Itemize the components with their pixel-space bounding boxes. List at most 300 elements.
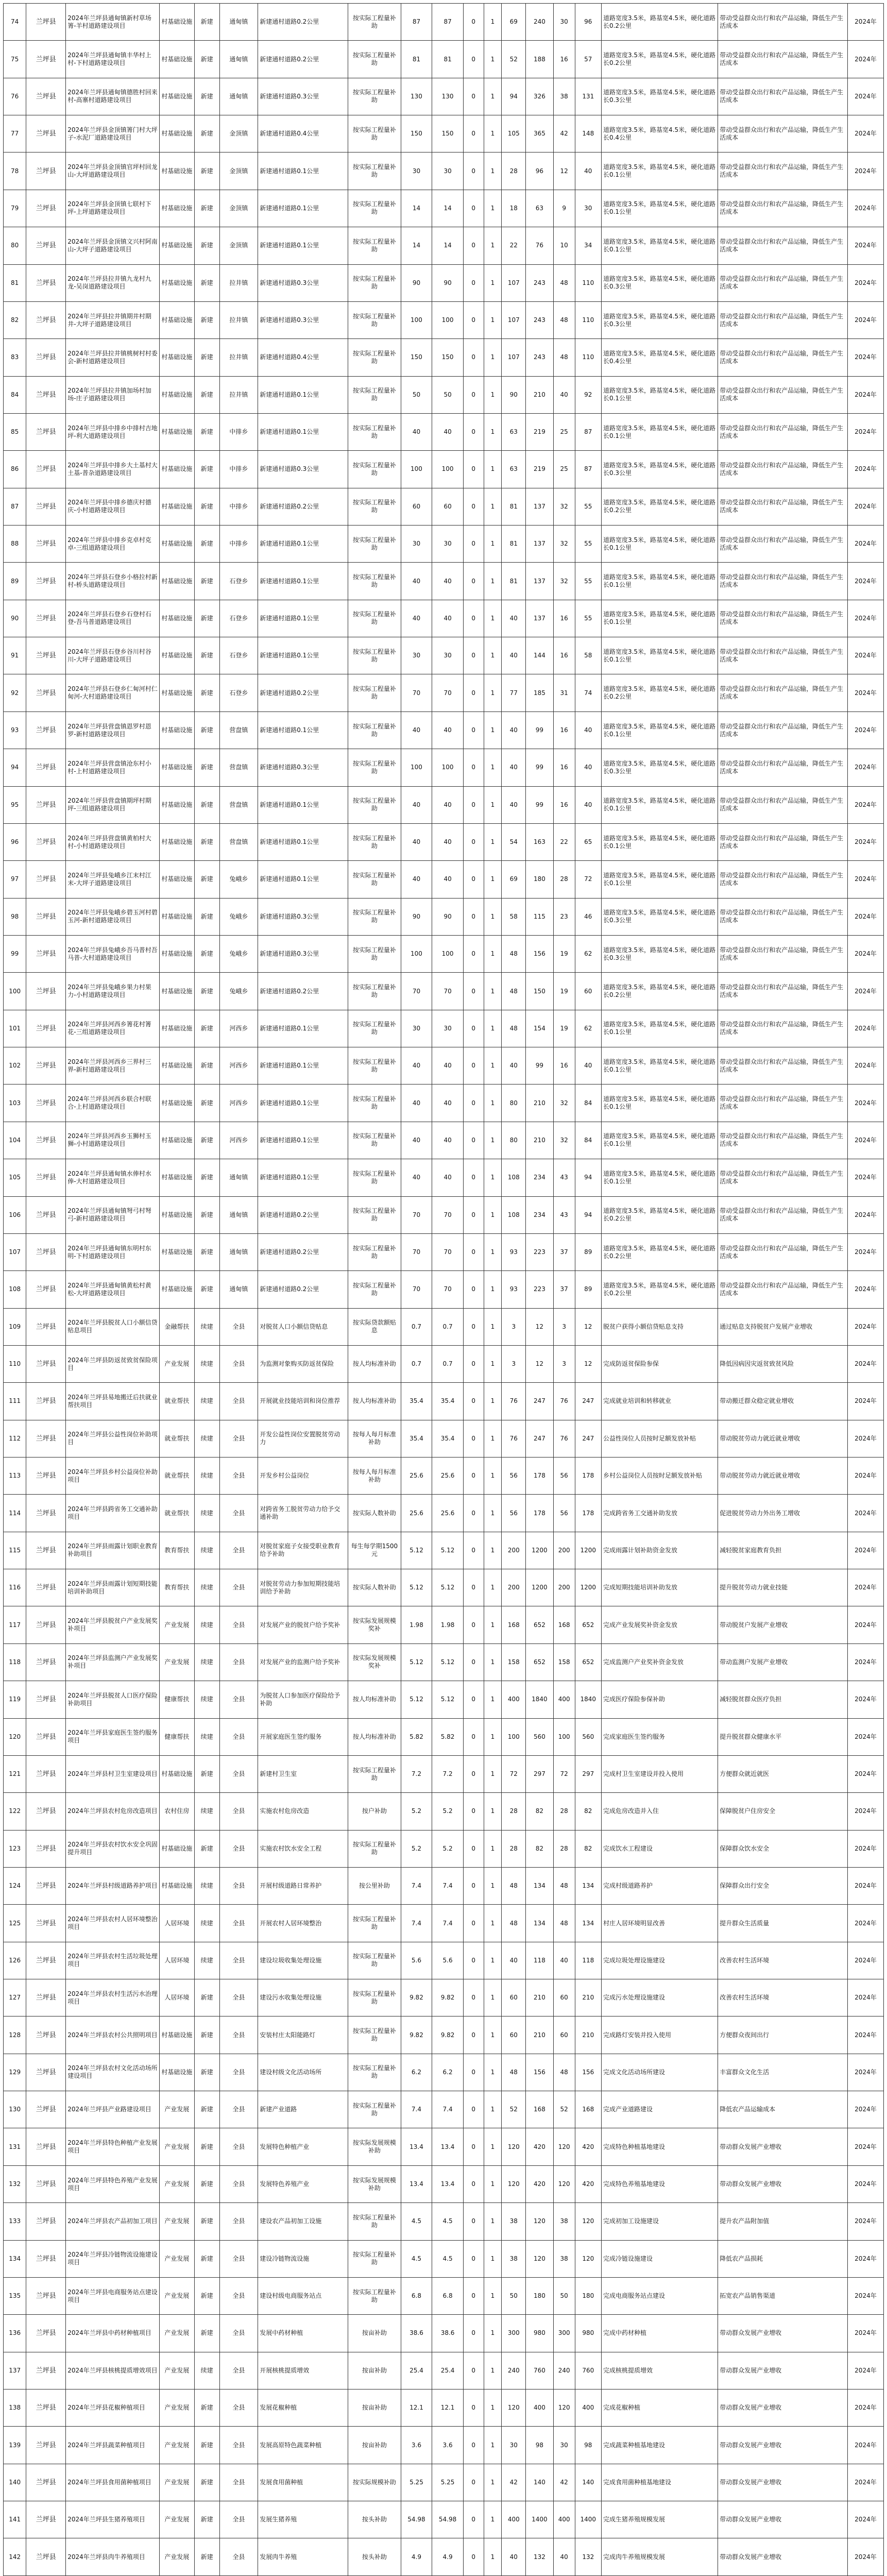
benefit-population-cell: 120 [526, 2240, 554, 2277]
construction-task-cell: 开展家庭医生签约服务 [258, 1718, 348, 1755]
subsidy-standard-cell: 按实际规模补助 [348, 2464, 401, 2501]
row-number-cell: 83 [4, 339, 26, 376]
county-cell: 兰坪县 [26, 2277, 66, 2314]
other-fund-cell: 0 [463, 78, 484, 115]
year-cell: 2024年 [847, 2427, 883, 2464]
project-type-cell: 村基础设施 [160, 451, 195, 488]
performance-goal-cell: 道路宽度3.5米，路基宽4.5米，硬化道路长0.2公里 [601, 488, 718, 525]
row-number-cell: 107 [4, 1233, 26, 1270]
table-row [4, 78, 884, 115]
fiscal-fund-cell: 30 [432, 637, 464, 674]
subsidy-standard-cell: 按实际工程量补助 [348, 376, 401, 413]
county-cell: 兰坪县 [26, 190, 66, 227]
subsidy-standard-cell: 按亩补助 [348, 2427, 401, 2464]
subsidy-standard-cell: 按实际工程量补助 [348, 749, 401, 786]
project-name-cell: 2024年兰坪县石登乡石登村石登-吾马普道路建设项目 [66, 600, 160, 637]
other-fund-cell: 0 [463, 935, 484, 972]
county-cell: 兰坪县 [26, 2091, 66, 2128]
benefit-villages-cell: 1 [484, 115, 502, 152]
benefit-households-cell: 38 [502, 2203, 526, 2240]
row-number-cell: 86 [4, 451, 26, 488]
location-cell: 金顶镇 [219, 115, 258, 152]
poverty-households-cell: 76 [553, 1420, 575, 1457]
fund-scale-cell: 7.2 [401, 1755, 432, 1792]
subsidy-standard-cell: 按实际工程量补助 [348, 4, 401, 41]
benefit-households-cell: 200 [502, 1569, 526, 1606]
subsidy-standard-cell: 按实际工程量补助 [348, 1942, 401, 1979]
construction-task-cell: 新建通村道路0.3公里 [258, 301, 348, 338]
year-cell: 2024年 [847, 935, 883, 972]
construction-nature-cell: 续建 [194, 1532, 219, 1569]
year-cell: 2024年 [847, 2464, 883, 2501]
farmer-link-mechanism-cell: 方便群众就近就医 [718, 1755, 848, 1792]
poverty-population-cell: 12 [575, 1345, 601, 1382]
location-cell: 全县 [219, 1681, 258, 1718]
other-fund-cell: 0 [463, 1122, 484, 1159]
benefit-households-cell: 400 [502, 1681, 526, 1718]
benefit-villages-cell: 1 [484, 2091, 502, 2128]
year-cell: 2024年 [847, 2277, 883, 2314]
poverty-population-cell: 420 [575, 2165, 601, 2202]
subsidy-standard-cell: 按头补助 [348, 2538, 401, 2575]
table-row [4, 1755, 884, 1792]
subsidy-standard-cell: 按实际工程量补助 [348, 1122, 401, 1159]
subsidy-standard-cell: 按人均标准补助 [348, 1383, 401, 1420]
farmer-link-mechanism-cell: 改善农村生活环境 [718, 1942, 848, 1979]
construction-task-cell: 新建通村道路0.2公里 [258, 41, 348, 78]
table-row [4, 1569, 884, 1606]
construction-nature-cell: 新建 [194, 190, 219, 227]
location-cell: 金顶镇 [219, 227, 258, 264]
county-cell: 兰坪县 [26, 1383, 66, 1420]
subsidy-standard-cell: 按实际工程量补助 [348, 1271, 401, 1308]
fiscal-fund-cell: 87 [432, 4, 464, 41]
table-row [4, 1271, 884, 1308]
construction-task-cell: 新建通村道路0.3公里 [258, 935, 348, 972]
fund-scale-cell: 81 [401, 41, 432, 78]
subsidy-standard-cell: 按实际贷款额贴息 [348, 1308, 401, 1345]
construction-nature-cell: 续建 [194, 1495, 219, 1532]
fund-scale-cell: 30 [401, 637, 432, 674]
project-type-cell: 人居环境 [160, 1942, 195, 1979]
other-fund-cell: 0 [463, 1718, 484, 1755]
construction-nature-cell: 新建 [194, 2128, 219, 2165]
table-row [4, 1979, 884, 2016]
construction-nature-cell: 续建 [194, 1569, 219, 1606]
benefit-households-cell: 76 [502, 1383, 526, 1420]
poverty-population-cell: 180 [575, 2277, 601, 2314]
construction-task-cell: 发展生猪养殖 [258, 2501, 348, 2538]
fiscal-fund-cell: 5.2 [432, 1793, 464, 1830]
location-cell: 全县 [219, 1718, 258, 1755]
year-cell: 2024年 [847, 1606, 883, 1643]
project-type-cell: 产业发展 [160, 2352, 195, 2389]
construction-task-cell: 实施农村危房改造 [258, 1793, 348, 1830]
benefit-villages-cell: 1 [484, 2389, 502, 2427]
table-row [4, 1010, 884, 1047]
benefit-population-cell: 210 [526, 1122, 554, 1159]
performance-goal-cell: 完成雨露计划补助资金发放 [601, 1532, 718, 1569]
benefit-population-cell: 652 [526, 1643, 554, 1681]
year-cell: 2024年 [847, 2054, 883, 2091]
project-name-cell: 2024年兰坪县兔峨乡碧玉河村碧玉河-新村道路建设项目 [66, 898, 160, 935]
farmer-link-mechanism-cell: 提升脱贫群众健康水平 [718, 1718, 848, 1755]
location-cell: 中排乡 [219, 413, 258, 450]
benefit-villages-cell: 1 [484, 1905, 502, 1942]
construction-task-cell: 新建产业道路 [258, 2091, 348, 2128]
benefit-villages-cell: 1 [484, 1345, 502, 1382]
project-name-cell: 2024年兰坪县通甸镇东明村东明-下村道路建设项目 [66, 1233, 160, 1270]
poverty-households-cell: 56 [553, 1495, 575, 1532]
table-row [4, 1606, 884, 1643]
poverty-population-cell: 65 [575, 823, 601, 860]
construction-task-cell: 安装村庄太阳能路灯 [258, 2016, 348, 2054]
project-type-cell: 村基础设施 [160, 227, 195, 264]
performance-goal-cell: 村庄人居环境明显改善 [601, 1905, 718, 1942]
benefit-villages-cell: 1 [484, 1420, 502, 1457]
poverty-population-cell: 84 [575, 1084, 601, 1122]
year-cell: 2024年 [847, 1718, 883, 1755]
farmer-link-mechanism-cell: 促进脱贫劳动力外出务工增收 [718, 1495, 848, 1532]
performance-goal-cell: 道路宽度3.5米，路基宽4.5米，硬化道路长0.1公里 [601, 190, 718, 227]
subsidy-standard-cell: 按实际工程量补助 [348, 190, 401, 227]
row-number-cell: 122 [4, 1793, 26, 1830]
table-row [4, 1793, 884, 1830]
other-fund-cell: 0 [463, 115, 484, 152]
benefit-villages-cell: 1 [484, 674, 502, 711]
benefit-households-cell: 81 [502, 563, 526, 600]
other-fund-cell: 0 [463, 1233, 484, 1270]
year-cell: 2024年 [847, 1755, 883, 1792]
project-name-cell: 2024年兰坪县通甸镇黄松村黄松-大坪道路建设项目 [66, 1271, 160, 1308]
benefit-population-cell: 134 [526, 1905, 554, 1942]
farmer-link-mechanism-cell: 带动受益群众出行和农产品运输，降低生产生活成本 [718, 674, 848, 711]
benefit-villages-cell: 1 [484, 973, 502, 1010]
fund-scale-cell: 40 [401, 563, 432, 600]
performance-goal-cell: 完成初加工设施建设 [601, 2203, 718, 2240]
fund-scale-cell: 40 [401, 711, 432, 749]
fund-scale-cell: 25.4 [401, 2352, 432, 2389]
project-type-cell: 村基础设施 [160, 264, 195, 301]
farmer-link-mechanism-cell: 带动群众发展产业增收 [718, 2128, 848, 2165]
project-name-cell: 2024年兰坪县特色养殖产业发展项目 [66, 2165, 160, 2202]
year-cell: 2024年 [847, 1233, 883, 1270]
construction-task-cell: 新建通村道路0.1公里 [258, 1084, 348, 1122]
benefit-households-cell: 108 [502, 1159, 526, 1196]
location-cell: 全县 [219, 1495, 258, 1532]
benefit-population-cell: 118 [526, 1942, 554, 1979]
project-name-cell: 2024年兰坪县农村饮水安全巩固提升项目 [66, 1830, 160, 1867]
location-cell: 全县 [219, 1532, 258, 1569]
benefit-households-cell: 120 [502, 2389, 526, 2427]
project-name-cell: 2024年兰坪县金顶镇七联村下坪-上坪道路建设项目 [66, 190, 160, 227]
table-row [4, 563, 884, 600]
poverty-households-cell: 28 [553, 1793, 575, 1830]
fiscal-fund-cell: 14 [432, 190, 464, 227]
poverty-population-cell: 178 [575, 1495, 601, 1532]
fund-scale-cell: 40 [401, 600, 432, 637]
benefit-households-cell: 120 [502, 2128, 526, 2165]
performance-goal-cell: 道路宽度3.5米，路基宽4.5米，硬化道路长0.1公里 [601, 376, 718, 413]
performance-goal-cell: 道路宽度3.5米，路基宽4.5米，硬化道路长0.3公里 [601, 301, 718, 338]
benefit-households-cell: 48 [502, 2054, 526, 2091]
poverty-population-cell: 96 [575, 4, 601, 41]
construction-nature-cell: 续建 [194, 1793, 219, 1830]
construction-task-cell: 新建通村道路0.1公里 [258, 786, 348, 823]
poverty-population-cell: 82 [575, 1830, 601, 1867]
other-fund-cell: 0 [463, 1755, 484, 1792]
poverty-households-cell: 43 [553, 1196, 575, 1233]
poverty-population-cell: 110 [575, 339, 601, 376]
project-type-cell: 产业发展 [160, 1643, 195, 1681]
fund-scale-cell: 40 [401, 413, 432, 450]
benefit-population-cell: 99 [526, 1047, 554, 1084]
row-number-cell: 134 [4, 2240, 26, 2277]
benefit-population-cell: 247 [526, 1383, 554, 1420]
poverty-households-cell: 48 [553, 264, 575, 301]
fiscal-fund-cell: 9.82 [432, 2016, 464, 2054]
project-type-cell: 村基础设施 [160, 301, 195, 338]
poverty-population-cell: 420 [575, 2128, 601, 2165]
project-name-cell: 2024年兰坪县中排乡中排村吉地坪-利大道路建设项目 [66, 413, 160, 450]
poverty-population-cell: 58 [575, 637, 601, 674]
construction-nature-cell: 新建 [194, 4, 219, 41]
project-name-cell: 2024年兰坪县兔峨乡吾马普村吾马普-大村道路建设项目 [66, 935, 160, 972]
row-number-cell: 94 [4, 749, 26, 786]
construction-task-cell: 新建通村道路0.1公里 [258, 1159, 348, 1196]
benefit-households-cell: 300 [502, 2315, 526, 2352]
project-name-cell: 2024年兰坪县营盘镇沧东村小村-上村道路建设项目 [66, 749, 160, 786]
county-cell: 兰坪县 [26, 1681, 66, 1718]
year-cell: 2024年 [847, 451, 883, 488]
benefit-population-cell: 12 [526, 1345, 554, 1382]
county-cell: 兰坪县 [26, 1793, 66, 1830]
benefit-villages-cell: 1 [484, 1718, 502, 1755]
location-cell: 石登乡 [219, 674, 258, 711]
subsidy-standard-cell: 按实际工程量补助 [348, 1979, 401, 2016]
poverty-population-cell: 168 [575, 2091, 601, 2128]
year-cell: 2024年 [847, 1383, 883, 1420]
year-cell: 2024年 [847, 2091, 883, 2128]
poverty-households-cell: 158 [553, 1643, 575, 1681]
other-fund-cell: 0 [463, 451, 484, 488]
row-number-cell: 81 [4, 264, 26, 301]
farmer-link-mechanism-cell: 带动受益群众出行和农产品运输，降低生产生活成本 [718, 451, 848, 488]
fiscal-fund-cell: 9.82 [432, 1979, 464, 2016]
farmer-link-mechanism-cell: 带动受益群众出行和农产品运输，降低生产生活成本 [718, 1084, 848, 1122]
performance-goal-cell: 完成花椒种植 [601, 2389, 718, 2427]
poverty-households-cell: 25 [553, 451, 575, 488]
other-fund-cell: 0 [463, 1271, 484, 1308]
location-cell: 通甸镇 [219, 1271, 258, 1308]
benefit-population-cell: 219 [526, 451, 554, 488]
poverty-households-cell: 400 [553, 1681, 575, 1718]
fund-scale-cell: 4.9 [401, 2538, 432, 2575]
other-fund-cell: 0 [463, 1047, 484, 1084]
performance-goal-cell: 完成生猪养殖规模发展 [601, 2501, 718, 2538]
benefit-villages-cell: 1 [484, 2464, 502, 2501]
fiscal-fund-cell: 5.12 [432, 1569, 464, 1606]
other-fund-cell: 0 [463, 413, 484, 450]
project-name-cell: 2024年兰坪县冷链物流设施建设项目 [66, 2240, 160, 2277]
benefit-households-cell: 120 [502, 2165, 526, 2202]
benefit-villages-cell: 1 [484, 526, 502, 563]
farmer-link-mechanism-cell: 保障群众出行安全 [718, 1867, 848, 1904]
fund-scale-cell: 4.5 [401, 2203, 432, 2240]
fiscal-fund-cell: 60 [432, 488, 464, 525]
benefit-households-cell: 28 [502, 152, 526, 190]
benefit-households-cell: 54 [502, 823, 526, 860]
poverty-households-cell: 56 [553, 1458, 575, 1495]
year-cell: 2024年 [847, 301, 883, 338]
location-cell: 全县 [219, 2501, 258, 2538]
location-cell: 中排乡 [219, 488, 258, 525]
row-number-cell: 88 [4, 526, 26, 563]
poverty-households-cell: 16 [553, 637, 575, 674]
benefit-population-cell: 12 [526, 1308, 554, 1345]
benefit-villages-cell: 1 [484, 786, 502, 823]
benefit-households-cell: 40 [502, 2538, 526, 2575]
benefit-households-cell: 3 [502, 1345, 526, 1382]
fiscal-fund-cell: 6.8 [432, 2277, 464, 2314]
benefit-households-cell: 200 [502, 1532, 526, 1569]
row-number-cell: 97 [4, 861, 26, 898]
subsidy-standard-cell: 按实际工程量补助 [348, 413, 401, 450]
table-row [4, 227, 884, 264]
performance-goal-cell: 道路宽度3.5米，路基宽4.5米，硬化道路长0.1公里 [601, 600, 718, 637]
benefit-villages-cell: 1 [484, 2277, 502, 2314]
benefit-households-cell: 3 [502, 1308, 526, 1345]
project-type-cell: 健康帮扶 [160, 1681, 195, 1718]
benefit-households-cell: 42 [502, 2464, 526, 2501]
subsidy-standard-cell: 按实际工程量补助 [348, 2016, 401, 2054]
benefit-villages-cell: 1 [484, 376, 502, 413]
year-cell: 2024年 [847, 823, 883, 860]
farmer-link-mechanism-cell: 带动受益群众出行和农产品运输，降低生产生活成本 [718, 1122, 848, 1159]
performance-goal-cell: 完成肉牛养殖规模发展 [601, 2538, 718, 2575]
fiscal-fund-cell: 25.6 [432, 1495, 464, 1532]
year-cell: 2024年 [847, 152, 883, 190]
poverty-population-cell: 55 [575, 488, 601, 525]
benefit-households-cell: 240 [502, 2352, 526, 2389]
project-type-cell: 产业发展 [160, 2389, 195, 2427]
year-cell: 2024年 [847, 2203, 883, 2240]
location-cell: 全县 [219, 1643, 258, 1681]
other-fund-cell: 0 [463, 41, 484, 78]
project-name-cell: 2024年兰坪县蔬菜种植项目 [66, 2427, 160, 2464]
project-type-cell: 村基础设施 [160, 190, 195, 227]
row-number-cell: 77 [4, 115, 26, 152]
construction-nature-cell: 新建 [194, 1271, 219, 1308]
row-number-cell: 74 [4, 4, 26, 41]
poverty-households-cell: 37 [553, 1233, 575, 1270]
construction-nature-cell: 新建 [194, 786, 219, 823]
performance-goal-cell: 道路宽度3.5米，路基宽4.5米，硬化道路长0.1公里 [601, 1122, 718, 1159]
project-name-cell: 2024年兰坪县通甸镇丰华村上村-下村道路建设项目 [66, 41, 160, 78]
poverty-households-cell: 30 [553, 2427, 575, 2464]
county-cell: 兰坪县 [26, 1159, 66, 1196]
benefit-households-cell: 60 [502, 1979, 526, 2016]
project-type-cell: 村基础设施 [160, 823, 195, 860]
project-type-cell: 村基础设施 [160, 1010, 195, 1047]
row-number-cell: 109 [4, 1308, 26, 1345]
benefit-villages-cell: 1 [484, 1681, 502, 1718]
fiscal-fund-cell: 5.25 [432, 2464, 464, 2501]
row-number-cell: 117 [4, 1606, 26, 1643]
county-cell: 兰坪县 [26, 1495, 66, 1532]
poverty-households-cell: 120 [553, 2389, 575, 2427]
benefit-households-cell: 400 [502, 2501, 526, 2538]
other-fund-cell: 0 [463, 1942, 484, 1979]
project-name-cell: 2024年兰坪县营盘镇黄柏村大村-小村道路建设项目 [66, 823, 160, 860]
other-fund-cell: 0 [463, 2389, 484, 2427]
location-cell: 全县 [219, 2352, 258, 2389]
year-cell: 2024年 [847, 2165, 883, 2202]
farmer-link-mechanism-cell: 带动受益群众出行和农产品运输，降低生产生活成本 [718, 1233, 848, 1270]
subsidy-standard-cell: 按实际工程量补助 [348, 451, 401, 488]
fiscal-fund-cell: 7.4 [432, 2091, 464, 2128]
benefit-population-cell: 137 [526, 563, 554, 600]
farmer-link-mechanism-cell: 带动受益群众出行和农产品运输，降低生产生活成本 [718, 1047, 848, 1084]
project-type-cell: 产业发展 [160, 2315, 195, 2352]
benefit-villages-cell: 1 [484, 1159, 502, 1196]
fund-scale-cell: 40 [401, 786, 432, 823]
row-number-cell: 125 [4, 1905, 26, 1942]
farmer-link-mechanism-cell: 拓宽农产品销售渠道 [718, 2277, 848, 2314]
construction-nature-cell: 新建 [194, 2501, 219, 2538]
table-row [4, 2427, 884, 2464]
fund-scale-cell: 6.8 [401, 2277, 432, 2314]
performance-goal-cell: 道路宽度3.5米，路基宽4.5米，硬化道路长0.3公里 [601, 749, 718, 786]
construction-nature-cell: 新建 [194, 339, 219, 376]
county-cell: 兰坪县 [26, 1942, 66, 1979]
other-fund-cell: 0 [463, 898, 484, 935]
project-type-cell: 金融帮扶 [160, 1308, 195, 1345]
benefit-population-cell: 243 [526, 339, 554, 376]
poverty-population-cell: 92 [575, 376, 601, 413]
table-row [4, 152, 884, 190]
farmer-link-mechanism-cell: 减轻脱贫群众医疗负担 [718, 1681, 848, 1718]
performance-goal-cell: 道路宽度3.5米，路基宽4.5米，硬化道路长0.1公里 [601, 526, 718, 563]
year-cell: 2024年 [847, 1681, 883, 1718]
fund-scale-cell: 100 [401, 749, 432, 786]
performance-goal-cell: 道路宽度3.5米，路基宽4.5米，硬化道路长0.4公里 [601, 339, 718, 376]
table-row [4, 2277, 884, 2314]
benefit-villages-cell: 1 [484, 1532, 502, 1569]
benefit-households-cell: 90 [502, 376, 526, 413]
project-name-cell: 2024年兰坪县兔峨乡果力村果力-小村道路建设项目 [66, 973, 160, 1010]
poverty-population-cell: 148 [575, 115, 601, 152]
fiscal-fund-cell: 150 [432, 339, 464, 376]
row-number-cell: 123 [4, 1830, 26, 1867]
project-name-cell: 2024年兰坪县乡村公益岗位补助项目 [66, 1458, 160, 1495]
farmer-link-mechanism-cell: 带动受益群众出行和农产品运输，降低生产生活成本 [718, 935, 848, 972]
other-fund-cell: 0 [463, 973, 484, 1010]
other-fund-cell: 0 [463, 2203, 484, 2240]
benefit-villages-cell: 1 [484, 413, 502, 450]
county-cell: 兰坪县 [26, 2128, 66, 2165]
location-cell: 河西乡 [219, 1122, 258, 1159]
project-type-cell: 村基础设施 [160, 78, 195, 115]
county-cell: 兰坪县 [26, 1196, 66, 1233]
fund-scale-cell: 0.7 [401, 1345, 432, 1382]
location-cell: 拉井镇 [219, 339, 258, 376]
fiscal-fund-cell: 13.4 [432, 2165, 464, 2202]
construction-task-cell: 对跨省务工脱贫劳动力给予交通补助 [258, 1495, 348, 1532]
project-name-cell: 2024年兰坪县易地搬迁后扶就业帮扶项目 [66, 1383, 160, 1420]
benefit-population-cell: 156 [526, 2054, 554, 2091]
performance-goal-cell: 道路宽度3.5米，路基宽4.5米，硬化道路长0.4公里 [601, 115, 718, 152]
